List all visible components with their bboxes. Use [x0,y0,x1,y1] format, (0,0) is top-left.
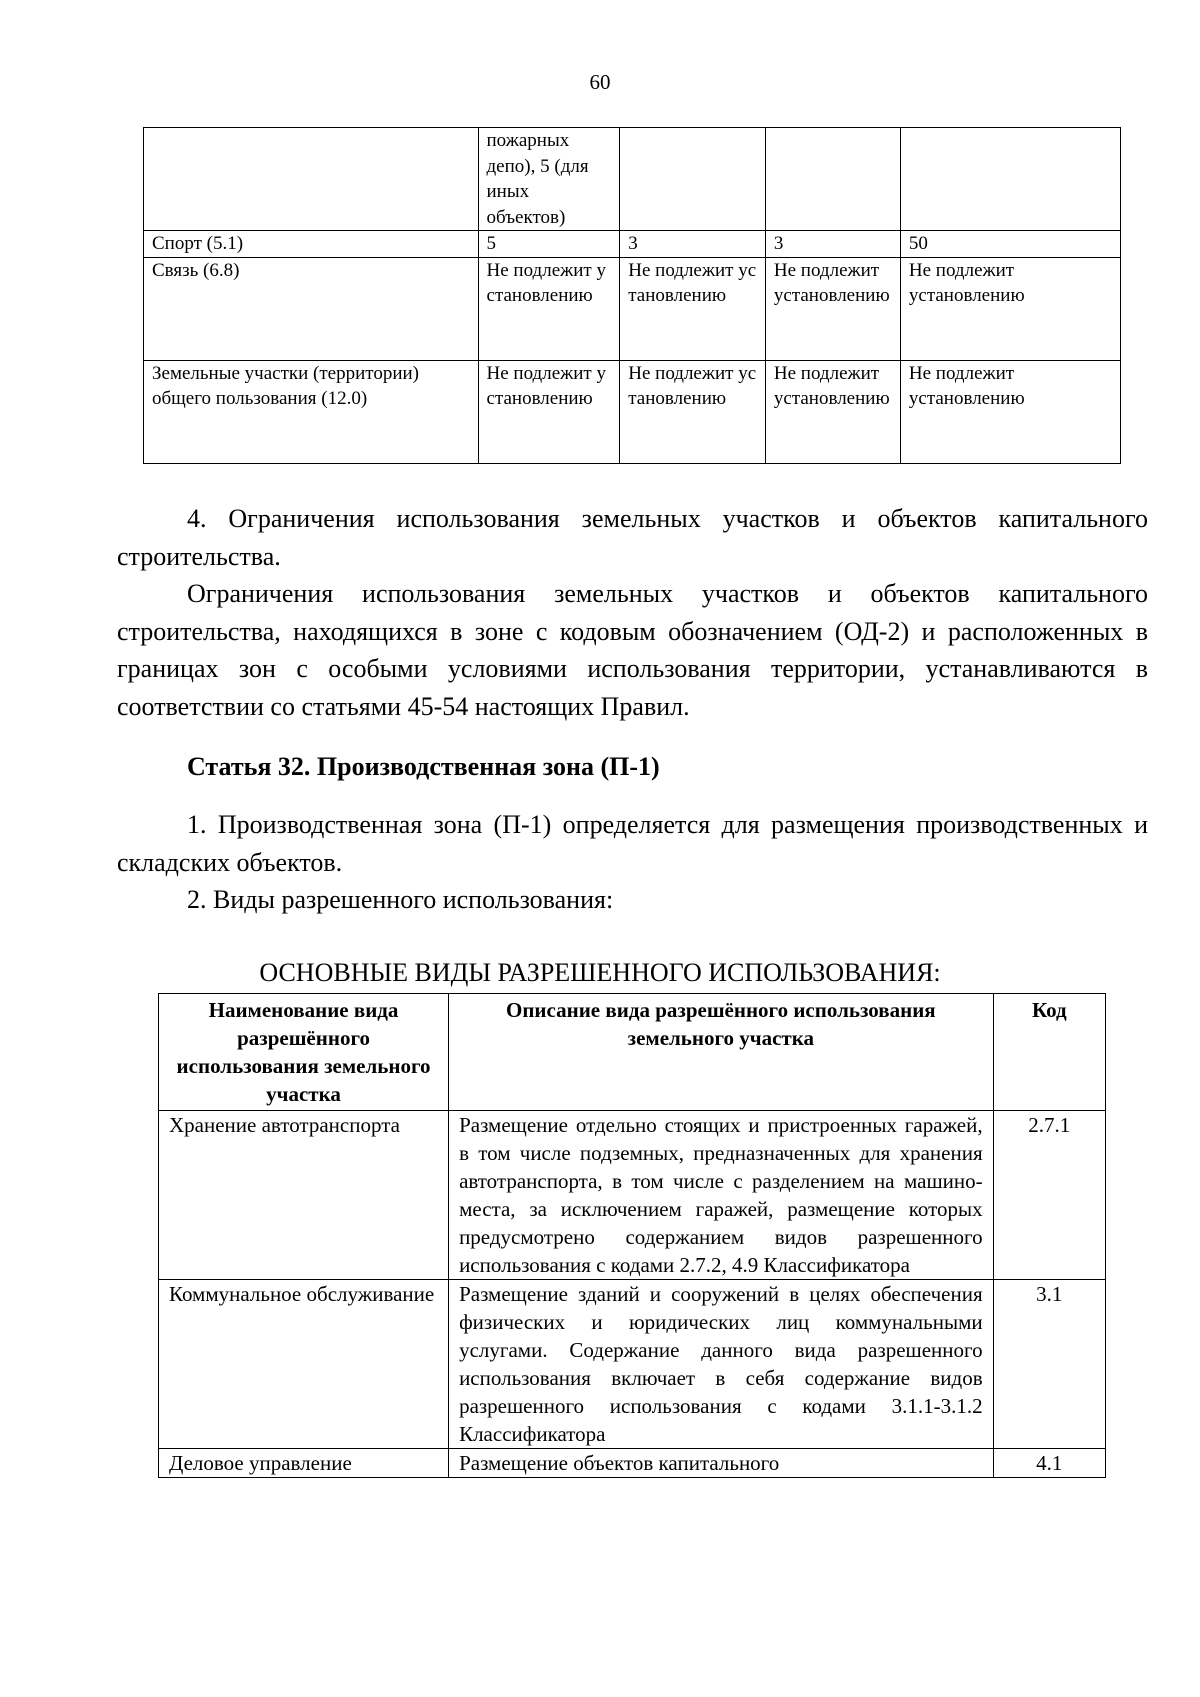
table-caption: ОСНОВНЫЕ ВИДЫ РАЗРЕШЕННОГО ИСПОЛЬЗОВАНИЯ: [259,958,941,987]
column-header-description: Описание вида разрешённого использования земельного участка [449,994,994,1111]
table-header-row [159,994,1106,1111]
table-cell: Не подлежит установлению [765,257,900,360]
table-cell: 2.7.1 [993,1111,1105,1280]
table-cell [900,128,1120,231]
table-cell: Не подлежит установлению [620,257,766,360]
table-row [159,1449,1106,1478]
table-cell: Не подлежит установлению [620,360,766,463]
section-4-text: Ограничения использования земельных участков и объектов капитального строительства, находящихся в зоне с кодовым обозначением (ОД-2) и расположенных в границах зон с особыми условиями использования территории, устанавливаются в соответствии со статьями 45-54 настоящих Правил. [117,579,1148,721]
table-cell: 3 [765,231,900,258]
page-number: 60 [589,70,611,94]
table-row [159,1280,1106,1449]
table-cell [765,128,900,231]
table-row [144,231,1121,258]
table-cell: 5 [478,231,620,258]
article-paragraph-1: 1. Производственная зона (П-1) определяется для размещения производственных и складских объектов. [117,810,1148,877]
table-cell: Размещение зданий и сооружений в целях обеспечения физических и юридических лиц коммунальными услугами. Содержание данного вида разрешенного использования включает в себя содержание видов разрешенного использования с кодами 3.1.1-3.1.2 Классификатора [449,1280,994,1449]
table-cell: Деловое управление [159,1449,449,1478]
land-use-parameters-table [143,127,1121,464]
article-paragraph-2: 2. Виды разрешенного использования: [187,885,614,914]
table-cell: Земельные участки (территории) общего пользования (12.0) [144,360,479,463]
column-header-name: Наименование вида разрешённого использования земельного участка [159,994,449,1111]
table-cell [144,128,479,231]
table-cell: Коммунальное обслуживание [159,1280,449,1449]
section-4-title: 4. Ограничения использования земельных участков и объектов капитального строительства. [117,504,1148,571]
table-cell: Хранение автотранспорта [159,1111,449,1280]
table-row [159,1111,1106,1280]
table-cell: 3.1 [993,1280,1105,1449]
permitted-use-table [158,993,1106,1478]
table-cell: 3 [620,231,766,258]
table-cell: Размещение отдельно стоящих и пристроенных гаражей, в том числе подземных, предназначенных для хранения автотранспорта, в том числе с разделением на машино-места, за исключением гаражей, размещение которых предусмотрено содержанием видов разрешенного использования с кодами 2.7.2, 4.9 Классификатора [449,1111,994,1280]
table-cell: Не подлежит установлению [900,257,1120,360]
table-cell: Не подлежит установлению [765,360,900,463]
table-cell: Не подлежит установлению [900,360,1120,463]
table-cell: 4.1 [993,1449,1105,1478]
table-cell: Размещение объектов капитального [449,1449,994,1478]
column-header-code: Код [993,994,1105,1111]
table-cell: Не подлежит установлению [478,257,620,360]
table-row [144,128,1121,231]
table-cell: 50 [900,231,1120,258]
article-heading: Статья 32. Производственная зона (П-1) [187,752,660,781]
table-cell [620,128,766,231]
table-row [144,360,1121,463]
table-cell: пожарных депо), 5 (для иных объектов) [478,128,620,231]
table-cell: Спорт (5.1) [144,231,479,258]
table-row [144,257,1121,360]
table-cell: Связь (6.8) [144,257,479,360]
table-cell: Не подлежит установлению [478,360,620,463]
